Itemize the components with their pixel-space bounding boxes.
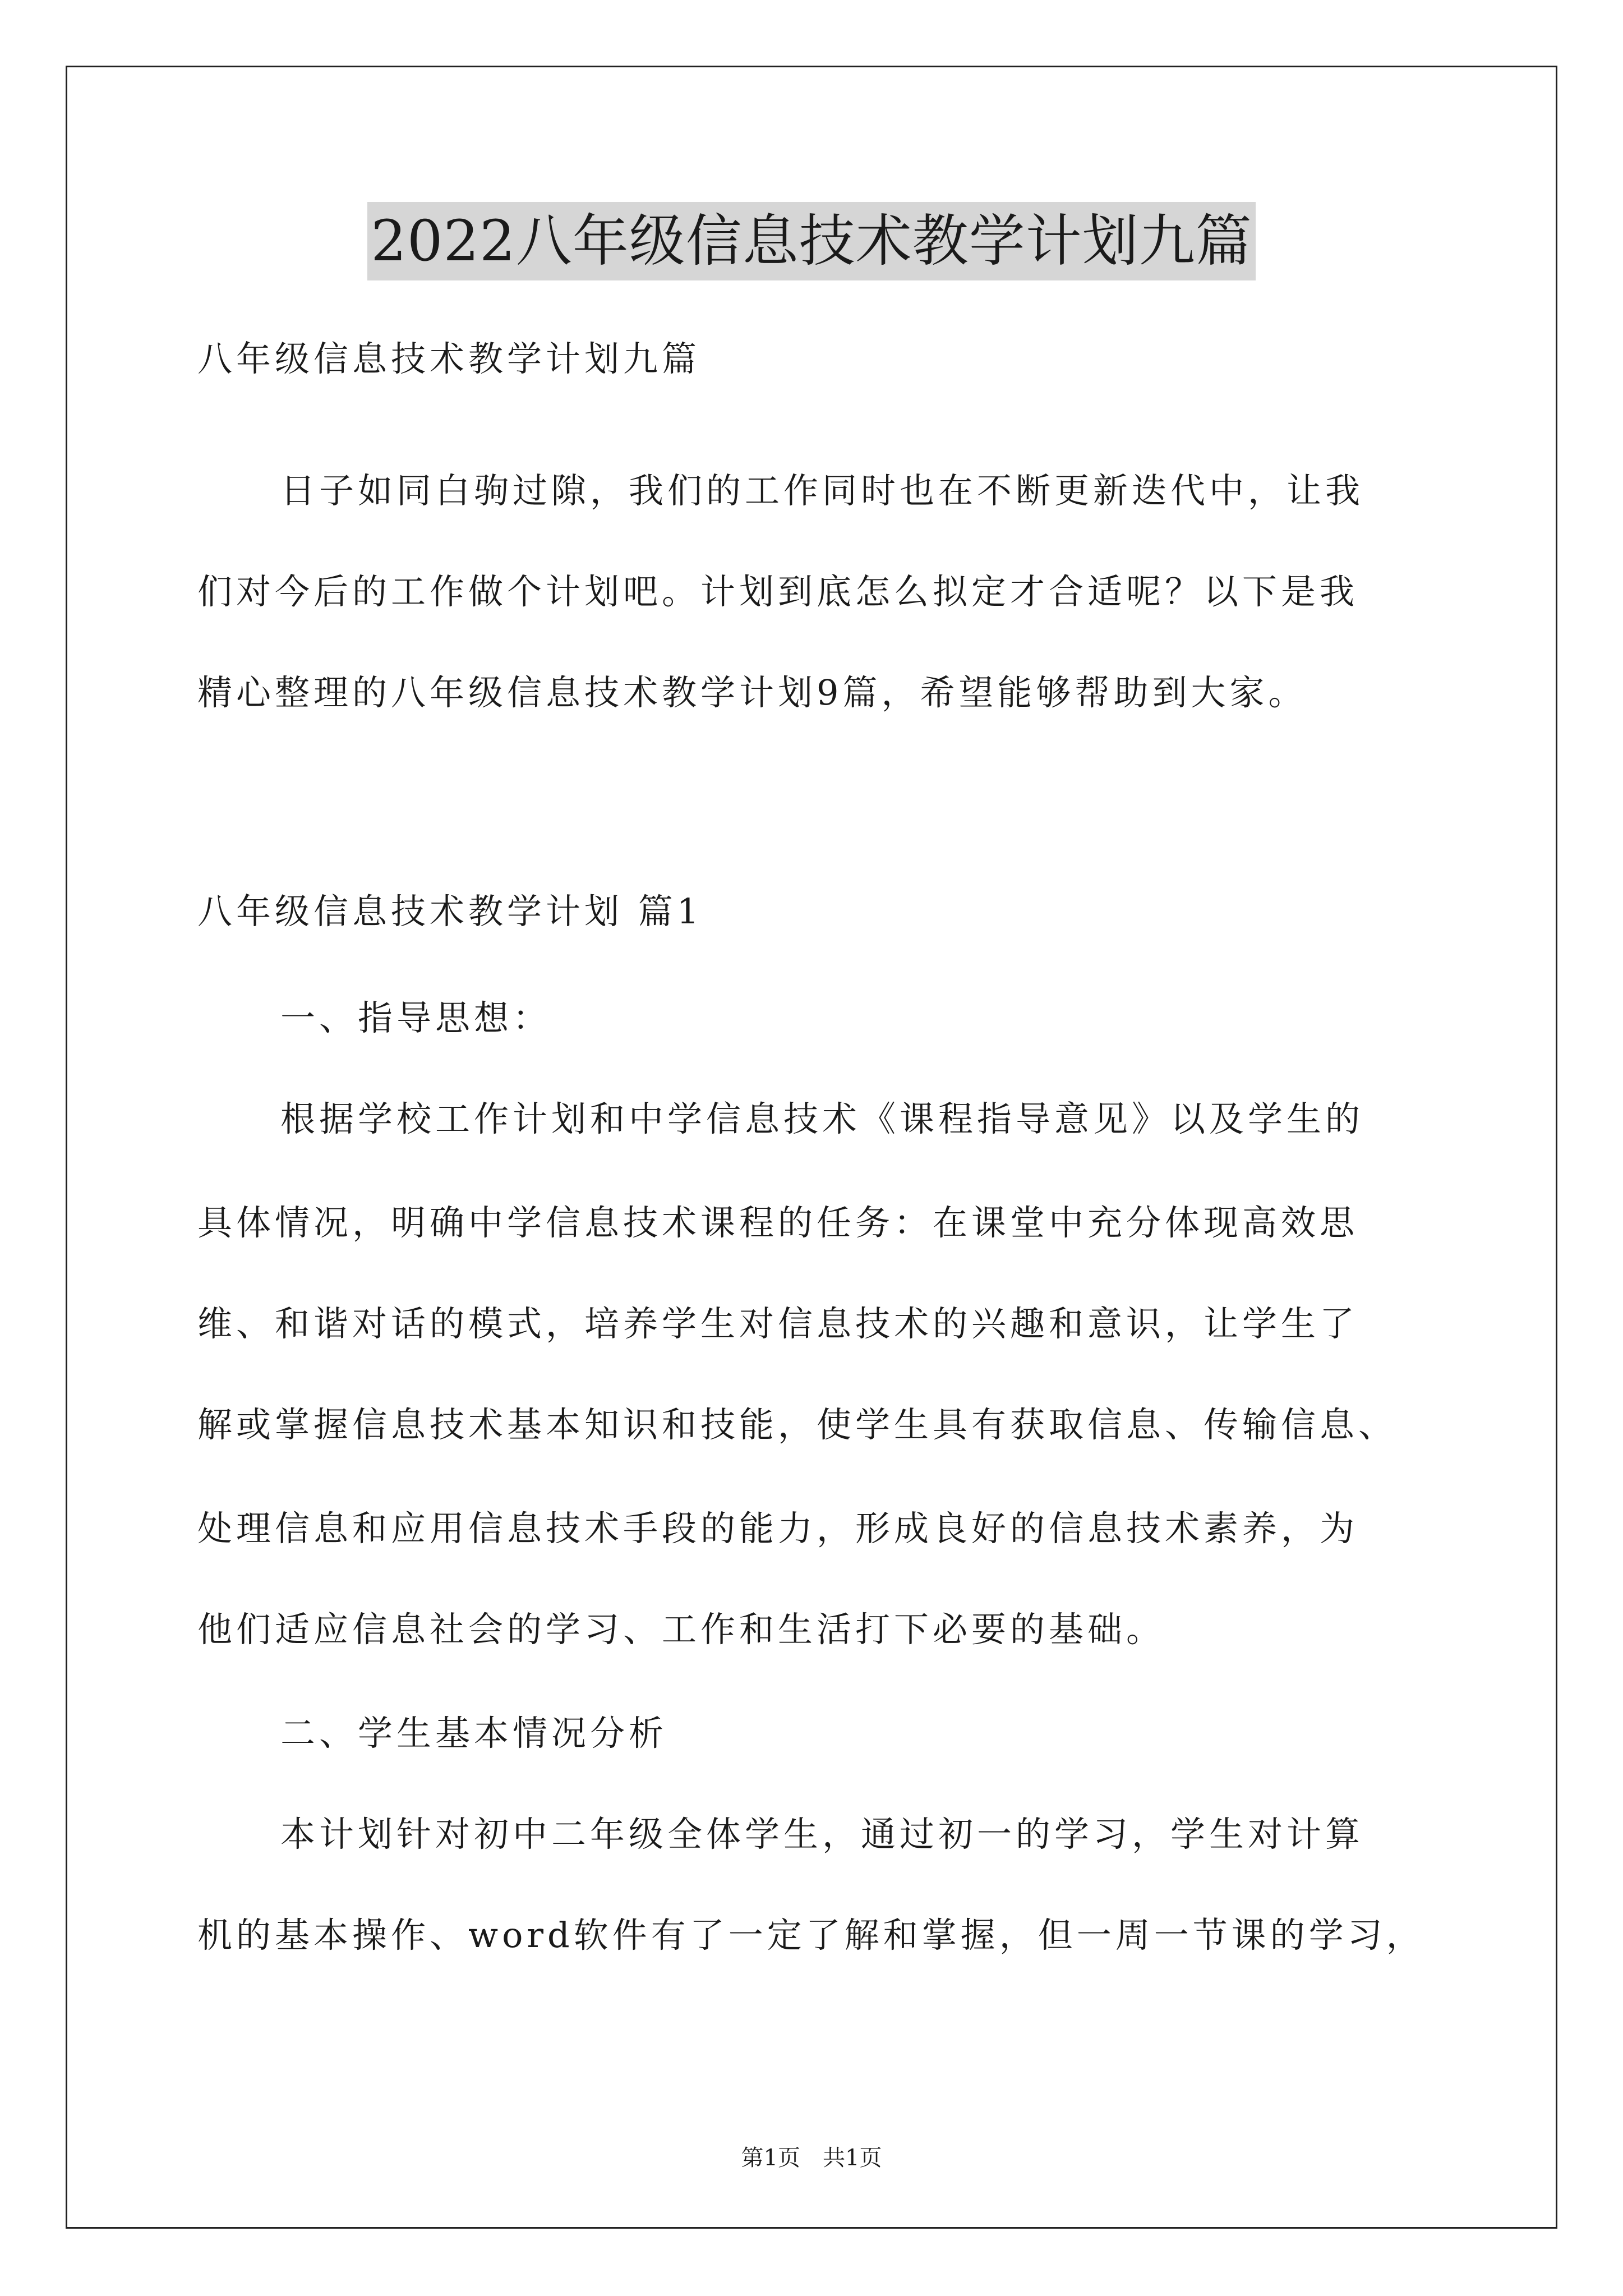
page-footer xyxy=(0,2144,1623,2172)
paragraph-line: 根据学校工作计划和中学信息技术《课程指导意见》以及学生的 xyxy=(280,1098,1364,1139)
title-container xyxy=(0,202,1623,280)
paragraph-line: 解或掌握信息技术基本知识和技能，使学生具有获取信息、传输信息、 xyxy=(197,1404,1398,1445)
subtitle-line: 八年级信息技术教学计划九篇 xyxy=(197,338,701,379)
paragraph-line: 日子如同白驹过隙，我们的工作同时也在不断更新迭代中，让我 xyxy=(280,470,1364,511)
section-heading: 八年级信息技术教学计划 篇1 xyxy=(197,891,703,932)
paragraph-line: 本计划针对初中二年级全体学生，通过初一的学习，学生对计算 xyxy=(280,1814,1364,1855)
page-total: 共1页 xyxy=(823,2145,882,2171)
page-number: 第1页 xyxy=(741,2145,800,2171)
paragraph-line: 具体情况，明确中学信息技术课程的任务：在课堂中充分体现高效思 xyxy=(197,1202,1359,1243)
paragraph-line: 精心整理的八年级信息技术教学计划9篇，希望能够帮助到大家。 xyxy=(197,672,1307,713)
paragraph-line: 处理信息和应用信息技术手段的能力，形成良好的信息技术素养，为 xyxy=(197,1508,1359,1549)
page-border xyxy=(66,66,1557,2229)
paragraph-line: 机的基本操作、word软件有了一定了解和掌握，但一周一节课的学习， xyxy=(197,1915,1425,1955)
subsection-heading: 一、指导思想： xyxy=(280,997,552,1038)
paragraph-line: 们对今后的工作做个计划吧。计划到底怎么拟定才合适呢？以下是我 xyxy=(197,571,1359,612)
document-title: 2022八年级信息技术教学计划九篇 xyxy=(367,202,1256,280)
paragraph-line: 维、和谐对话的模式，培养学生对信息技术的兴趣和意识，让学生了 xyxy=(197,1303,1359,1344)
subsection-heading: 二、学生基本情况分析 xyxy=(280,1713,668,1754)
paragraph-line: 他们适应信息社会的学习、工作和生活打下必要的基础。 xyxy=(197,1609,1165,1650)
